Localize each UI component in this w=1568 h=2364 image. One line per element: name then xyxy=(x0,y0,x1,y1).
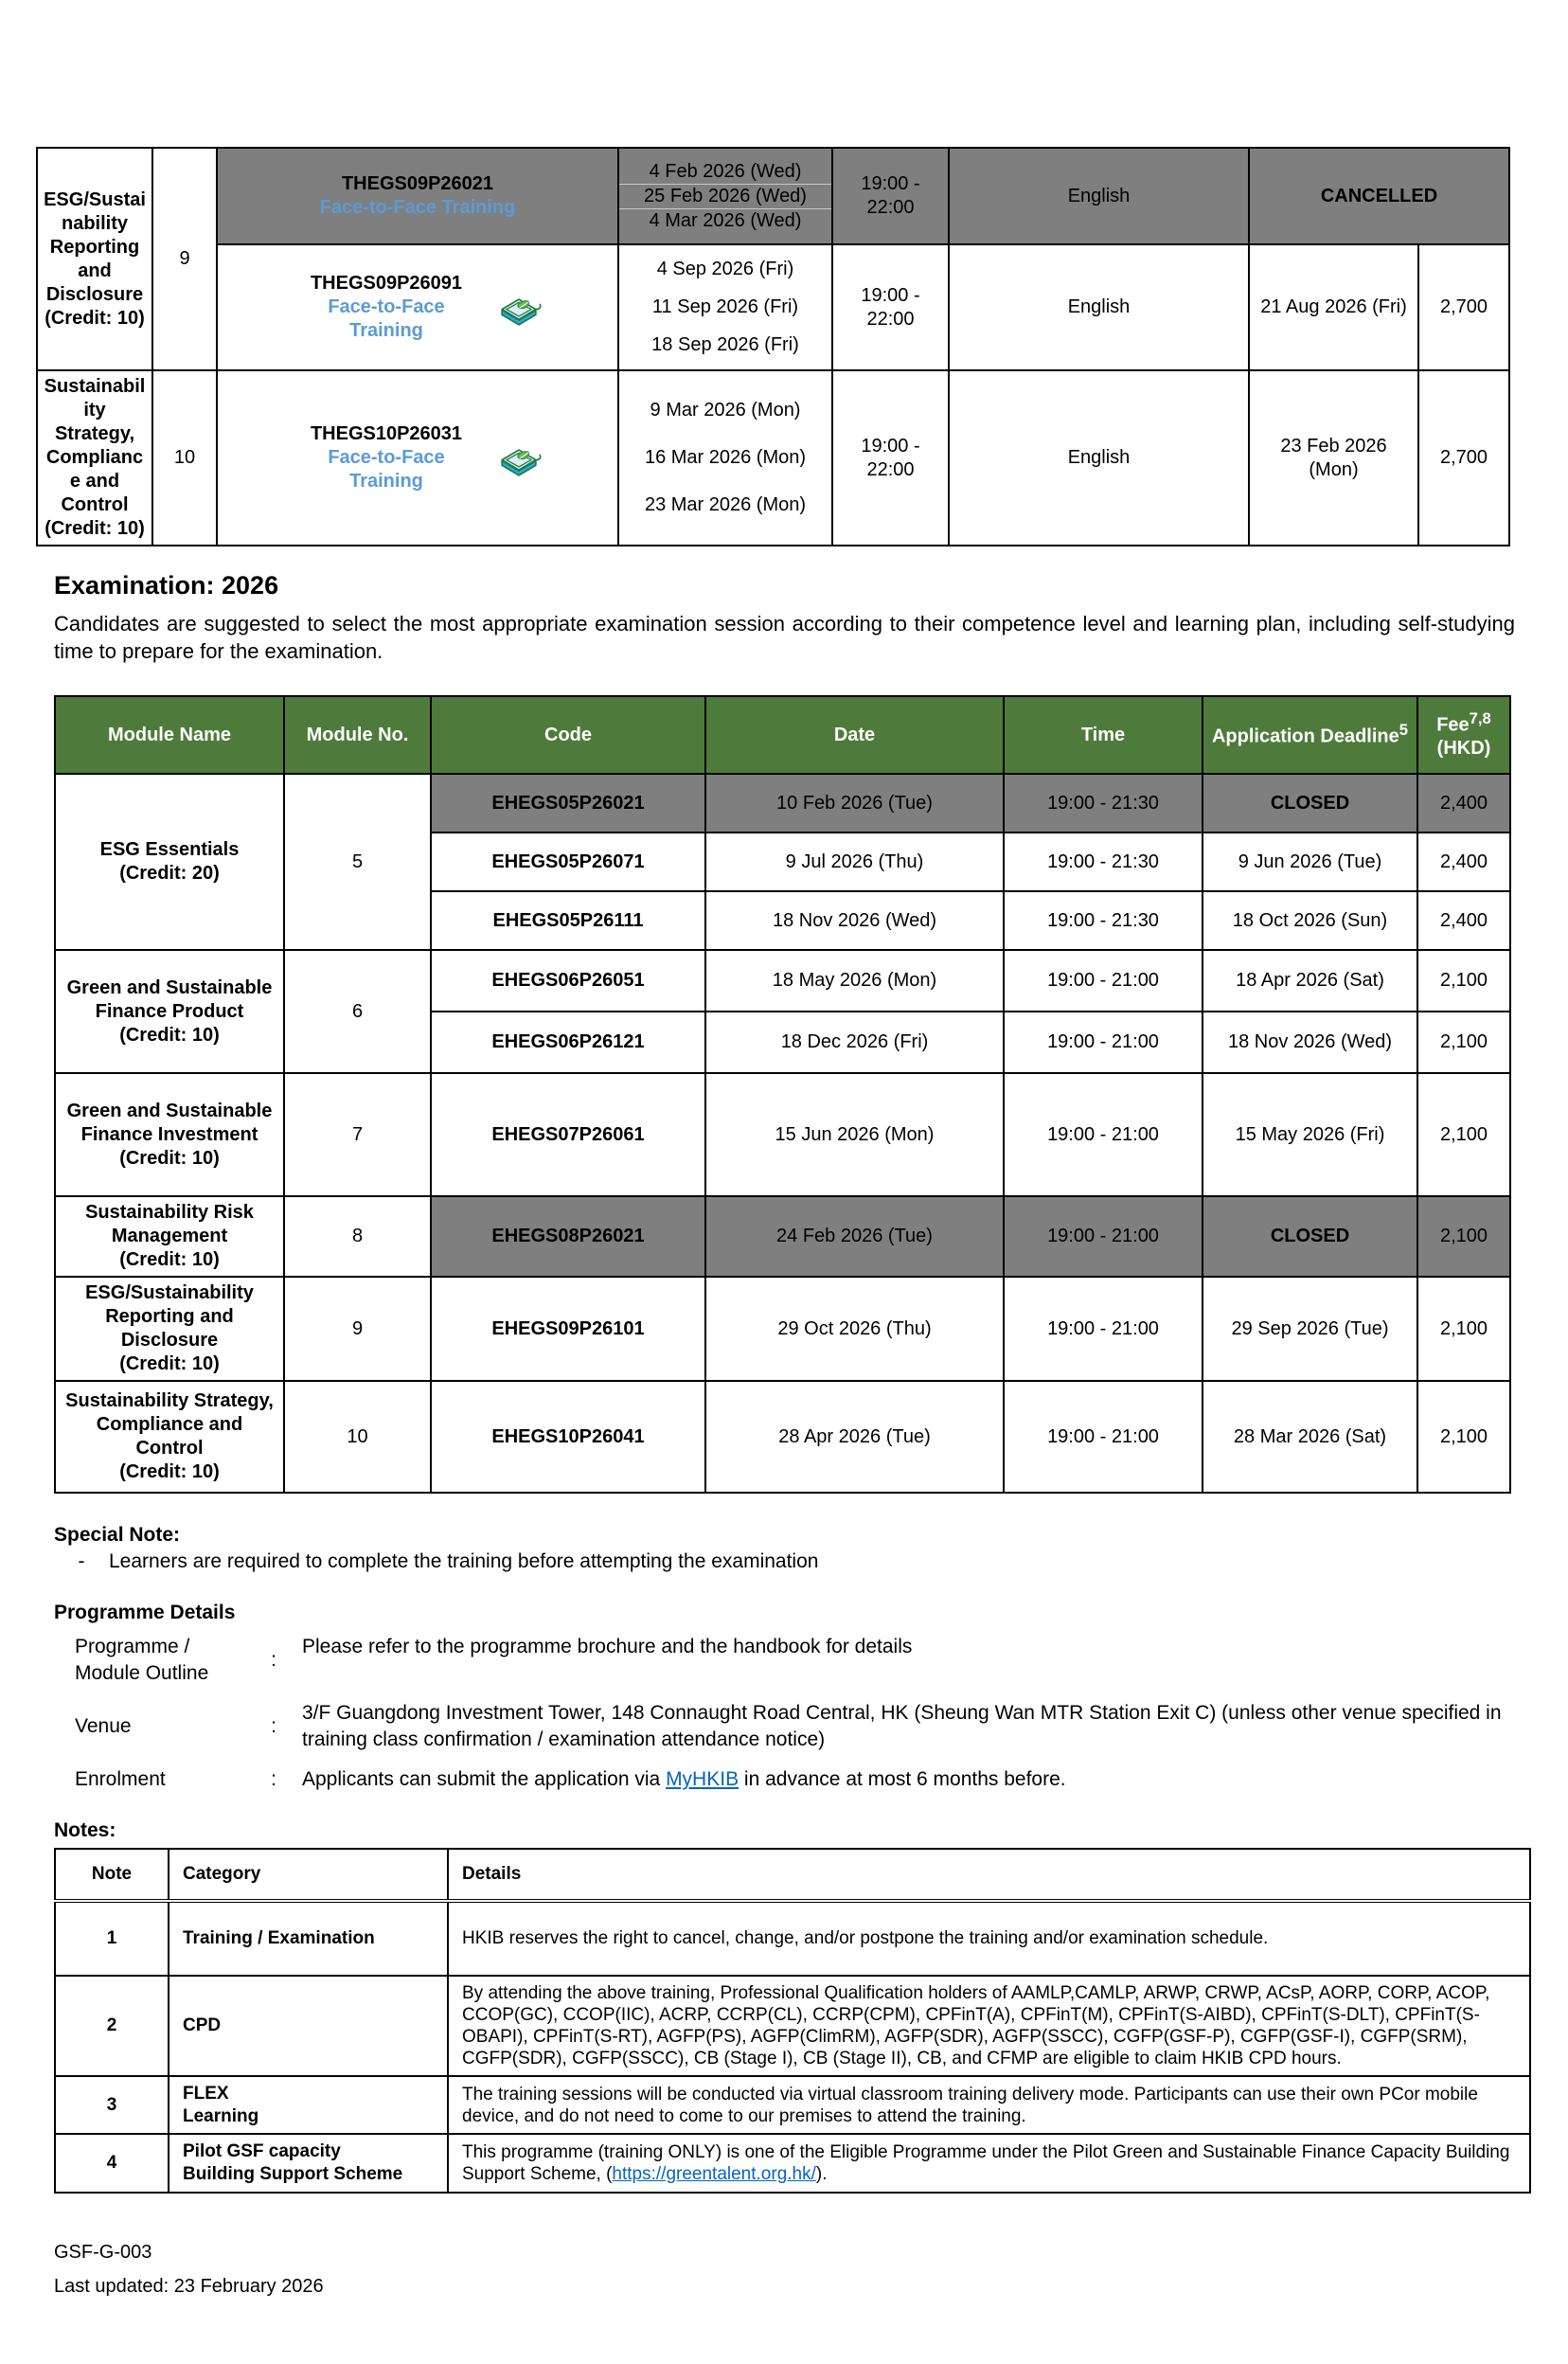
exam-deadline-cell: 18 Apr 2026 (Sat) xyxy=(1203,950,1417,1012)
exam-fee-cell: 2,100 xyxy=(1417,950,1510,1012)
header-fee: Fee$^{7,8}$ (HKD) xyxy=(1417,696,1510,774)
exam-date-cell: 24 Feb 2026 (Tue) xyxy=(705,1196,1004,1277)
training-language-cell: English xyxy=(949,148,1249,244)
exam-row xyxy=(55,1381,1510,1493)
note-row xyxy=(55,1901,1530,1976)
exam-module-no-cell: 6 xyxy=(284,950,431,1073)
special-note-heading: Special Note: xyxy=(54,1524,181,1546)
training-code-cell xyxy=(217,244,618,370)
note-number: 4 xyxy=(55,2134,169,2193)
exam-fee-cell: 2,400 xyxy=(1417,833,1510,891)
exam-module-no-cell: 7 xyxy=(284,1073,431,1196)
training-row-cancelled xyxy=(37,148,1509,244)
exam-fee-cell: 2,100 xyxy=(1417,1381,1510,1493)
header-module-no: Module No. xyxy=(284,696,431,774)
exam-deadline-cell: 28 Mar 2026 (Sat) xyxy=(1203,1381,1417,1493)
exam-date-cell: 10 Feb 2026 (Tue) xyxy=(705,774,1004,833)
exam-time-cell: 19:00 - 21:00 xyxy=(1004,1073,1203,1196)
header-note: Note xyxy=(55,1849,169,1901)
training-module-no-cell: 9 xyxy=(152,148,217,370)
programme-details-heading: Programme Details xyxy=(54,1602,236,1623)
training-code-cell xyxy=(217,370,618,546)
training-module-name-cell xyxy=(37,148,152,370)
session-date: 18 Sep 2026 (Fri) xyxy=(651,334,799,355)
special-note-section xyxy=(54,1524,1568,1573)
note-number: 1 xyxy=(55,1901,169,1976)
training-fee-cell: 2,700 xyxy=(1418,370,1509,546)
note-details: HKIB reserves the right to cancel, change, and/or postpone the training and/or examination schedule. xyxy=(448,1901,1530,1976)
document-page xyxy=(0,147,1568,2303)
venue-row xyxy=(54,1700,1568,1753)
document-code: GSF-G-003 xyxy=(54,2241,152,2263)
bullet-dash: - xyxy=(78,1550,85,1572)
notes-table xyxy=(54,1848,1531,2194)
training-row xyxy=(37,244,1509,370)
exam-code-cell: EHEGS06P26121 xyxy=(431,1012,705,1073)
note-category: Pilot GSF capacity Building Support Scheme xyxy=(169,2134,448,2193)
module-credit: (Credit: 10) xyxy=(45,518,145,539)
training-time-cell: 19:00 - 22:00 xyxy=(832,370,949,546)
exam-time-cell: 19:00 - 21:00 xyxy=(1004,950,1203,1012)
examination-heading: Examination: 2026 xyxy=(54,571,279,600)
exam-row xyxy=(55,950,1510,1012)
session-date: 4 Feb 2026 (Wed) xyxy=(649,160,802,182)
exam-deadline-cell: CLOSED xyxy=(1203,1196,1417,1277)
course-code: THEGS09P26091 xyxy=(310,273,463,294)
notes-heading: Notes: xyxy=(54,1819,116,1841)
session-date: 23 Mar 2026 (Mon) xyxy=(644,494,807,515)
session-date: 4 Sep 2026 (Fri) xyxy=(656,259,794,279)
training-time-cell: 19:00 - 22:00 xyxy=(832,148,949,244)
exam-row xyxy=(55,774,1510,833)
note-details: This programme (training ONLY) is one of the Eligible Programme under the Pilot Green and Sustainable Finance Capacity Building Support Scheme, (https://greentalent.org.hk/). xyxy=(448,2134,1530,2193)
exam-fee-cell: 2,400 xyxy=(1417,774,1510,833)
exam-time-cell: 19:00 - 21:30 xyxy=(1004,774,1203,833)
exam-module-no-cell: 9 xyxy=(284,1277,431,1381)
colon: : xyxy=(271,1715,276,1737)
note-category: FLEX Learning xyxy=(169,2076,448,2135)
training-dates-cell xyxy=(618,370,832,546)
session-date: 9 Mar 2026 (Mon) xyxy=(650,400,801,421)
enrolment-value: Applicants can submit the application via MyHKIB in advance at most 6 months before. xyxy=(302,1768,1066,1790)
exam-time-cell: 19:00 - 21:00 xyxy=(1004,1381,1203,1493)
last-updated: Last updated: 23 February 2026 xyxy=(54,2275,324,2297)
module-name: Sustainability Strategy, Compliance and Control xyxy=(44,376,146,515)
exam-time-cell: 19:00 - 21:00 xyxy=(1004,1012,1203,1073)
green-book-icon xyxy=(494,286,543,330)
header-application-deadline: Application Deadline$^5$ xyxy=(1203,696,1417,774)
exam-code-cell: EHEGS05P26021 xyxy=(431,774,705,833)
training-schedule-table xyxy=(36,147,1510,546)
course-code: THEGS10P26031 xyxy=(310,423,463,444)
exam-date-cell: 18 Dec 2026 (Fri) xyxy=(705,1012,1004,1073)
exam-module-name-cell: ESG/Sustainability Reporting and Disclosure (Credit: 10) xyxy=(55,1277,284,1381)
greentalent-link[interactable]: https://greentalent.org.hk/ xyxy=(612,2164,816,2184)
exam-code-cell: EHEGS05P26111 xyxy=(431,891,705,950)
module-credit: (Credit: 10) xyxy=(45,307,145,329)
training-module-name-cell xyxy=(37,370,152,546)
exam-date-cell: 18 Nov 2026 (Wed) xyxy=(705,891,1004,950)
exam-row xyxy=(55,1073,1510,1196)
examination-intro: Candidates are suggested to select the most appropriate examination session according to their competence level and learning plan, including self-studying time to prepare for the examination. xyxy=(54,612,1515,663)
exam-module-name-cell: Sustainability Strategy, Compliance and Control (Credit: 10) xyxy=(55,1381,284,1493)
header-details: Details xyxy=(448,1849,1530,1901)
notes-header-row xyxy=(55,1849,1530,1901)
exam-module-no-cell: 5 xyxy=(284,774,431,950)
session-date: 4 Mar 2026 (Wed) xyxy=(619,208,831,233)
enrolment-label: Enrolment xyxy=(75,1768,166,1790)
exam-date-cell: 29 Oct 2026 (Thu) xyxy=(705,1277,1004,1381)
outline-value: Please refer to the programme brochure and the handbook for details xyxy=(302,1636,913,1657)
myhkib-link[interactable]: MyHKIB xyxy=(666,1768,739,1790)
exam-deadline-cell: 9 Jun 2026 (Tue) xyxy=(1203,833,1417,891)
exam-row xyxy=(55,1196,1510,1277)
note-row xyxy=(55,2076,1530,2135)
exam-deadline-cell: 29 Sep 2026 (Tue) xyxy=(1203,1277,1417,1381)
training-time-cell: 19:00 - 22:00 xyxy=(832,244,949,370)
exam-row xyxy=(55,1277,1510,1381)
outline-label: Programme / Module Outline xyxy=(75,1636,209,1684)
colon: : xyxy=(271,1768,276,1790)
session-date: 11 Sep 2026 (Fri) xyxy=(651,296,799,317)
note-row xyxy=(55,1976,1530,2076)
exam-header-row xyxy=(55,696,1510,774)
exam-date-cell: 15 Jun 2026 (Mon) xyxy=(705,1073,1004,1196)
module-name: ESG/Sustainability Reporting and Disclosure xyxy=(44,188,146,305)
header-category: Category xyxy=(169,1849,448,1901)
header-date: Date xyxy=(705,696,1004,774)
green-book-icon xyxy=(494,437,543,480)
training-language-cell: English xyxy=(949,370,1249,546)
status-cancelled-cell: CANCELLED xyxy=(1249,148,1509,244)
header-module-name: Module Name xyxy=(55,696,284,774)
exam-code-cell: EHEGS07P26061 xyxy=(431,1073,705,1196)
venue-label: Venue xyxy=(75,1715,132,1737)
delivery-mode-label: Face-to-Face Training xyxy=(319,197,516,218)
exam-deadline-cell: 18 Oct 2026 (Sun) xyxy=(1203,891,1417,950)
venue-value: 3/F Guangdong Investment Tower, 148 Connaught Road Central, HK (Sheung Wan MTR Station Exit C) (unless other venue specified in training class confirmation / examination attendance notice) xyxy=(302,1702,1502,1750)
note-number: 2 xyxy=(55,1976,169,2076)
exam-fee-cell: 2,400 xyxy=(1417,891,1510,950)
exam-time-cell: 19:00 - 21:30 xyxy=(1004,833,1203,891)
exam-date-cell: 18 May 2026 (Mon) xyxy=(705,950,1004,1012)
programme-details-section xyxy=(54,1602,1568,1793)
training-dates-cell xyxy=(618,148,832,244)
note-details: The training sessions will be conducted via virtual classroom training delivery mode. Participants can use their own PCor mobile device, and do not need to come to our premises to attend the training. xyxy=(448,2076,1530,2135)
exam-module-name-cell: Green and Sustainable Finance Investment (Credit: 10) xyxy=(55,1073,284,1196)
header-time: Time xyxy=(1004,696,1203,774)
exam-time-cell: 19:00 - 21:00 xyxy=(1004,1277,1203,1381)
training-fee-cell: 2,700 xyxy=(1418,244,1509,370)
examination-schedule-table xyxy=(54,695,1511,1494)
training-module-no-cell: 10 xyxy=(152,370,217,546)
exam-code-cell: EHEGS09P26101 xyxy=(431,1277,705,1381)
exam-module-no-cell: 8 xyxy=(284,1196,431,1277)
header-code: Code xyxy=(431,696,705,774)
notes-section xyxy=(54,1819,1568,2194)
training-language-cell: English xyxy=(949,244,1249,370)
exam-deadline-cell: 15 May 2026 (Fri) xyxy=(1203,1073,1417,1196)
programme-outline-row xyxy=(54,1634,1568,1687)
exam-time-cell: 19:00 - 21:00 xyxy=(1004,1196,1203,1277)
exam-code-cell: EHEGS05P26071 xyxy=(431,833,705,891)
exam-fee-cell: 2,100 xyxy=(1417,1012,1510,1073)
exam-module-no-cell: 10 xyxy=(284,1381,431,1493)
exam-module-name-cell: ESG Essentials (Credit: 20) xyxy=(55,774,284,950)
exam-deadline-cell: CLOSED xyxy=(1203,774,1417,833)
exam-module-name-cell: Green and Sustainable Finance Product (Credit: 10) xyxy=(55,950,284,1073)
session-date: 16 Mar 2026 (Mon) xyxy=(644,447,807,468)
exam-date-cell: 28 Apr 2026 (Tue) xyxy=(705,1381,1004,1493)
delivery-mode-label: Face-to-Face Training xyxy=(328,447,445,492)
training-deadline-cell: 21 Aug 2026 (Fri) xyxy=(1249,244,1418,370)
training-dates-cell xyxy=(618,244,832,370)
training-deadline-cell: 23 Feb 2026 (Mon) xyxy=(1249,370,1418,546)
note-row xyxy=(55,2134,1530,2193)
exam-code-cell: EHEGS10P26041 xyxy=(431,1381,705,1493)
exam-fee-cell: 2,100 xyxy=(1417,1196,1510,1277)
page-footer xyxy=(54,2235,1568,2303)
colon: : xyxy=(271,1649,276,1671)
exam-module-name-cell: Sustainability Risk Management (Credit: 10) xyxy=(55,1196,284,1277)
training-code-cell xyxy=(217,148,618,244)
exam-time-cell: 19:00 - 21:30 xyxy=(1004,891,1203,950)
exam-code-cell: EHEGS06P26051 xyxy=(431,950,705,1012)
special-note-text: Learners are required to complete the training before attempting the examination xyxy=(109,1550,819,1572)
delivery-mode-label: Face-to-Face Training xyxy=(328,296,445,341)
exam-code-cell: EHEGS08P26021 xyxy=(431,1196,705,1277)
note-category: Training / Examination xyxy=(169,1901,448,1976)
exam-date-cell: 9 Jul 2026 (Thu) xyxy=(705,833,1004,891)
exam-fee-cell: 2,100 xyxy=(1417,1277,1510,1381)
training-row xyxy=(37,370,1509,546)
note-category: CPD xyxy=(169,1976,448,2076)
note-number: 3 xyxy=(55,2076,169,2135)
enrolment-row xyxy=(54,1766,1568,1793)
session-date: 25 Feb 2026 (Wed) xyxy=(619,184,831,208)
exam-fee-cell: 2,100 xyxy=(1417,1073,1510,1196)
course-code: THEGS09P26021 xyxy=(341,173,494,194)
note-details: By attending the above training, Professional Qualification holders of AAMLP,CAMLP, ARWP, CRWP, ACsP, AORP, CORP, ACOP, CCOP(GC), CCOP(IIC), ACRP, CCRP(CL), CCRP(CPM), CPFinT(A), CPFinT(M), CPFinT(S-AIBD), CPFinT(S-DLT), CPFinT(S-OBAPI), CPFinT(S-RT), AGFP(PS), AGFP(ClimRM), AGFP(SDR), AGFP(SSCC), CGFP(GSF-P), CGFP(GSF-I), CGFP(SRM), CGFP(SDR), CGFP(SSCC), CB (Stage I), CB (Stage II), CB, and CFMP are eligible to claim HKIB CPD hours. xyxy=(448,1976,1530,2076)
exam-deadline-cell: 18 Nov 2026 (Wed) xyxy=(1203,1012,1417,1073)
